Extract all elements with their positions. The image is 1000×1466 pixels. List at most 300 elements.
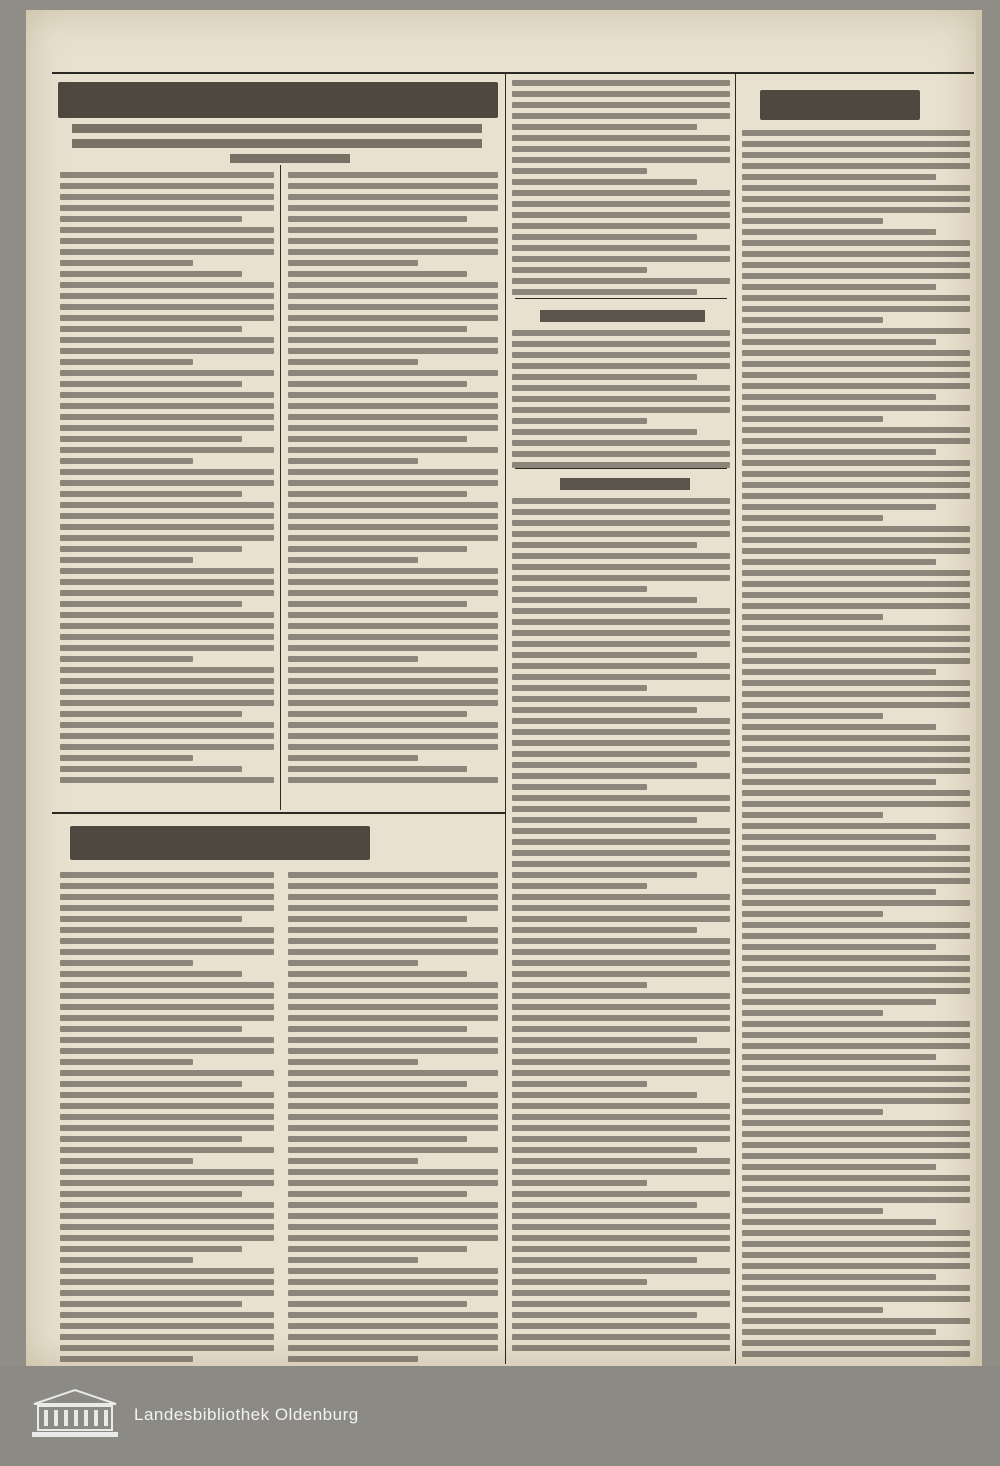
text-line: [742, 471, 970, 477]
text-line: [512, 520, 730, 526]
text-line: [60, 1290, 274, 1296]
text-line: [742, 581, 970, 587]
text-line: [742, 526, 970, 532]
text-line: [742, 911, 883, 917]
text-line: [742, 504, 936, 510]
text-line: [742, 944, 936, 950]
text-line: [288, 1158, 418, 1164]
text-line: [60, 469, 274, 475]
text-line: [742, 779, 936, 785]
text-line: [288, 326, 467, 332]
text-line: [512, 762, 697, 768]
text-line: [742, 240, 970, 246]
text-line: [512, 949, 730, 955]
text-line: [742, 856, 970, 862]
box-heading: [540, 310, 705, 322]
text-line: [288, 678, 498, 684]
text-line: [512, 1037, 697, 1043]
text-line: [512, 806, 730, 812]
text-line: [512, 385, 730, 391]
text-line: [288, 447, 498, 453]
text-line: [60, 1048, 274, 1054]
text-line: [742, 383, 970, 389]
text-line: [512, 1070, 730, 1076]
text-line: [742, 1153, 970, 1159]
text-line: [288, 1345, 498, 1351]
subheadline: [72, 124, 482, 133]
text-line: [60, 1037, 274, 1043]
text-line: [512, 1048, 730, 1054]
text-line: [60, 304, 274, 310]
text-line: [742, 1186, 970, 1192]
text-line: [288, 524, 498, 530]
text-line: [512, 1257, 697, 1263]
text-line: [512, 212, 730, 218]
text-line: [60, 1103, 274, 1109]
text-line: [288, 1180, 498, 1186]
text-line: [60, 612, 274, 618]
text-line: [512, 330, 730, 336]
text-line: [60, 458, 193, 464]
text-line: [742, 449, 936, 455]
text-column: [512, 80, 730, 300]
text-line: [742, 1296, 970, 1302]
text-line: [60, 172, 274, 178]
text-line: [60, 513, 274, 519]
text-line: [512, 256, 730, 262]
text-line: [60, 1114, 274, 1120]
text-line: [512, 289, 697, 295]
text-line: [60, 1158, 193, 1164]
text-line: [60, 1301, 242, 1307]
text-line: [742, 1285, 970, 1291]
text-line: [60, 1059, 193, 1065]
column-divider: [735, 74, 736, 1364]
text-line: [288, 238, 498, 244]
text-line: [288, 1037, 498, 1043]
text-line: [512, 597, 697, 603]
text-line: [288, 982, 498, 988]
text-line: [60, 744, 274, 750]
text-line: [742, 1098, 970, 1104]
text-line: [512, 498, 730, 504]
text-line: [512, 905, 730, 911]
text-line: [742, 867, 970, 873]
text-line: [60, 1279, 274, 1285]
text-line: [288, 590, 498, 596]
text-line: [742, 548, 970, 554]
text-line: [288, 205, 498, 211]
text-line: [742, 207, 970, 213]
library-name: Landesbibliothek Oldenburg: [134, 1405, 359, 1424]
text-line: [742, 955, 970, 961]
text-line: [60, 623, 274, 629]
text-line: [512, 1015, 730, 1021]
text-line: [512, 1180, 647, 1186]
text-line: [742, 1351, 970, 1357]
text-line: [60, 1257, 193, 1263]
text-line: [512, 1301, 730, 1307]
text-line: [742, 438, 970, 444]
text-line: [512, 839, 730, 845]
text-line: [288, 1169, 498, 1175]
subheadline: [72, 139, 482, 148]
text-line: [288, 744, 498, 750]
text-line: [60, 1136, 242, 1142]
text-line: [60, 403, 274, 409]
text-line: [288, 612, 498, 618]
text-line: [742, 141, 970, 147]
text-line: [288, 348, 498, 354]
text-line: [742, 1263, 970, 1269]
text-line: [60, 568, 274, 574]
text-line: [512, 1213, 730, 1219]
text-line: [60, 1202, 274, 1208]
text-line: [60, 755, 193, 761]
text-line: [512, 113, 730, 119]
text-line: [512, 982, 647, 988]
text-line: [60, 872, 274, 878]
text-line: [288, 927, 498, 933]
text-line: [288, 722, 498, 728]
text-line: [512, 418, 647, 424]
text-line: [742, 1197, 970, 1203]
text-line: [60, 194, 274, 200]
text-line: [60, 960, 193, 966]
text-line: [742, 1241, 970, 1247]
text-line: [512, 630, 730, 636]
text-line: [288, 960, 418, 966]
text-line: [742, 460, 970, 466]
text-line: [288, 359, 418, 365]
text-line: [60, 1268, 274, 1274]
text-line: [60, 777, 274, 783]
text-line: [288, 172, 498, 178]
text-line: [512, 429, 697, 435]
text-line: [288, 513, 498, 519]
text-line: [288, 667, 498, 673]
text-column: [60, 872, 274, 1367]
text-line: [60, 502, 274, 508]
text-line: [742, 933, 970, 939]
text-line: [742, 394, 936, 400]
text-line: [742, 768, 970, 774]
box-heading: [560, 478, 690, 490]
text-line: [512, 938, 730, 944]
text-line: [288, 315, 498, 321]
text-line: [742, 174, 936, 180]
text-line: [742, 614, 883, 620]
text-line: [512, 1235, 730, 1241]
text-line: [60, 689, 274, 695]
text-line: [60, 1147, 274, 1153]
text-line: [60, 557, 193, 563]
text-line: [512, 773, 730, 779]
text-line: [60, 249, 274, 255]
text-line: [512, 223, 730, 229]
text-line: [60, 993, 274, 999]
text-line: [288, 1092, 498, 1098]
text-line: [288, 304, 498, 310]
text-line: [512, 278, 730, 284]
text-line: [742, 999, 936, 1005]
text-line: [512, 1345, 730, 1351]
text-line: [742, 559, 936, 565]
text-line: [60, 1246, 242, 1252]
text-line: [288, 370, 498, 376]
text-line: [742, 339, 936, 345]
text-line: [60, 546, 242, 552]
text-line: [512, 850, 730, 856]
text-line: [512, 1279, 647, 1285]
library-building-icon: [26, 1382, 124, 1446]
text-line: [60, 883, 274, 889]
text-line: [742, 812, 883, 818]
text-line: [512, 374, 697, 380]
text-line: [60, 370, 274, 376]
text-line: [512, 1334, 730, 1340]
text-line: [742, 922, 970, 928]
text-line: [288, 634, 498, 640]
text-line: [512, 1103, 730, 1109]
text-line: [288, 1147, 498, 1153]
text-line: [60, 1345, 274, 1351]
text-line: [288, 755, 418, 761]
text-line: [512, 102, 730, 108]
text-line: [60, 645, 274, 651]
text-line: [60, 348, 274, 354]
text-line: [60, 634, 274, 640]
text-line: [288, 502, 498, 508]
text-line: [742, 1131, 970, 1137]
text-line: [742, 306, 970, 312]
text-line: [512, 135, 730, 141]
text-line: [742, 273, 970, 279]
text-line: [742, 570, 970, 576]
text-line: [60, 260, 193, 266]
text-line: [288, 656, 418, 662]
text-line: [742, 757, 970, 763]
text-line: [512, 1125, 730, 1131]
text-line: [60, 238, 274, 244]
text-line: [60, 733, 274, 739]
text-line: [512, 553, 730, 559]
text-line: [60, 1334, 274, 1340]
text-line: [742, 416, 883, 422]
text-line: [60, 590, 274, 596]
text-line: [60, 337, 274, 343]
text-line: [60, 927, 274, 933]
column-divider: [280, 165, 281, 810]
text-line: [512, 1323, 730, 1329]
text-line: [288, 916, 467, 922]
text-line: [60, 315, 274, 321]
text-line: [742, 229, 936, 235]
text-line: [742, 1065, 970, 1071]
text-line: [512, 91, 730, 97]
text-line: [512, 531, 730, 537]
text-line: [512, 652, 697, 658]
text-line: [742, 284, 936, 290]
text-line: [60, 183, 274, 189]
text-line: [512, 1004, 730, 1010]
text-line: [288, 1301, 467, 1307]
text-line: [288, 1224, 498, 1230]
section-rule: [52, 812, 505, 814]
text-line: [288, 436, 467, 442]
text-line: [512, 828, 730, 834]
text-line: [512, 894, 730, 900]
top-rule: [52, 72, 974, 74]
text-line: [512, 1191, 730, 1197]
text-line: [60, 916, 242, 922]
text-line: [512, 619, 730, 625]
text-line: [512, 1224, 730, 1230]
text-line: [512, 509, 730, 515]
text-line: [288, 403, 498, 409]
text-line: [60, 1356, 193, 1362]
text-line: [512, 267, 647, 273]
text-line: [60, 425, 274, 431]
text-line: [60, 392, 274, 398]
text-line: [288, 872, 498, 878]
text-line: [288, 938, 498, 944]
text-line: [742, 405, 970, 411]
text-line: [512, 1147, 697, 1153]
text-line: [512, 685, 647, 691]
text-line: [742, 988, 970, 994]
text-line: [742, 889, 936, 895]
text-line: [60, 205, 274, 211]
text-line: [742, 977, 970, 983]
text-line: [742, 1219, 936, 1225]
text-line: [512, 564, 730, 570]
text-line: [288, 414, 498, 420]
text-line: [288, 557, 418, 563]
text-line: [742, 295, 970, 301]
text-line: [288, 1103, 498, 1109]
text-line: [288, 971, 467, 977]
text-line: [512, 927, 697, 933]
text-line: [288, 381, 467, 387]
text-line: [742, 1087, 970, 1093]
text-line: [60, 1191, 242, 1197]
text-line: [288, 1048, 498, 1054]
text-line: [512, 1059, 730, 1065]
text-line: [288, 1312, 498, 1318]
text-line: [512, 542, 697, 548]
text-line: [288, 1070, 498, 1076]
text-line: [742, 735, 970, 741]
text-line: [512, 872, 697, 878]
text-line: [742, 878, 970, 884]
text-line: [742, 537, 970, 543]
text-line: [512, 451, 730, 457]
text-line: [742, 790, 970, 796]
text-line: [742, 1318, 970, 1324]
text-line: [512, 718, 730, 724]
text-line: [742, 1340, 970, 1346]
text-line: [60, 667, 274, 673]
text-line: [60, 1092, 274, 1098]
text-line: [60, 227, 274, 233]
text-line: [60, 535, 274, 541]
text-line: [742, 845, 970, 851]
text-line: [288, 293, 498, 299]
text-line: [742, 801, 970, 807]
text-line: [288, 700, 498, 706]
text-line: [288, 535, 498, 541]
text-line: [60, 678, 274, 684]
text-line: [512, 674, 730, 680]
text-line: [288, 469, 498, 475]
text-line: [742, 603, 970, 609]
text-line: [288, 1125, 498, 1131]
text-line: [512, 190, 730, 196]
text-line: [288, 949, 498, 955]
text-line: [288, 1323, 498, 1329]
text-line: [60, 282, 274, 288]
text-line: [60, 1224, 274, 1230]
text-line: [742, 515, 883, 521]
text-line: [512, 201, 730, 207]
text-line: [60, 326, 242, 332]
text-line: [288, 183, 498, 189]
text-line: [512, 1202, 697, 1208]
text-line: [742, 724, 936, 730]
text-line: [288, 1136, 467, 1142]
text-column: [288, 872, 498, 1367]
text-line: [288, 601, 467, 607]
text-column: [288, 172, 498, 788]
text-line: [60, 524, 274, 530]
text-line: [288, 1235, 498, 1241]
text-line: [60, 905, 274, 911]
text-line: [288, 282, 498, 288]
text-line: [742, 1010, 883, 1016]
text-line: [512, 1026, 730, 1032]
text-line: [742, 251, 970, 257]
text-line: [60, 722, 274, 728]
text-line: [742, 1164, 936, 1170]
text-line: [512, 575, 730, 581]
text-line: [288, 1015, 498, 1021]
text-line: [60, 766, 242, 772]
text-line: [288, 733, 498, 739]
text-line: [288, 1114, 498, 1120]
text-line: [742, 1142, 970, 1148]
text-line: [512, 341, 730, 347]
text-line: [288, 216, 467, 222]
text-line: [742, 592, 970, 598]
text-line: [60, 1235, 274, 1241]
text-line: [288, 766, 467, 772]
text-line: [288, 883, 498, 889]
text-line: [512, 795, 730, 801]
text-line: [512, 1081, 647, 1087]
text-line: [60, 216, 242, 222]
text-line: [742, 647, 970, 653]
text-line: [288, 260, 418, 266]
text-line: [60, 711, 242, 717]
text-line: [60, 447, 274, 453]
text-line: [60, 579, 274, 585]
text-line: [60, 1070, 274, 1076]
text-line: [60, 700, 274, 706]
text-line: [512, 1114, 730, 1120]
text-line: [742, 372, 970, 378]
text-line: [742, 350, 970, 356]
